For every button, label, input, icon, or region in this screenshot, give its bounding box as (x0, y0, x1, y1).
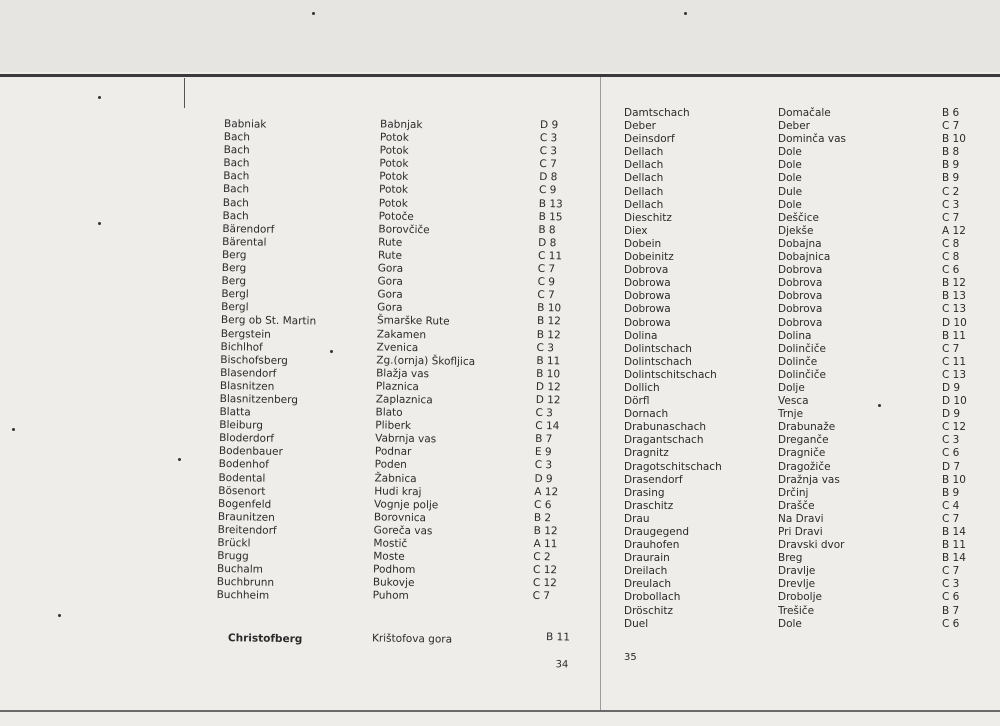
page-number: 35 (624, 652, 637, 663)
german-names-column (624, 107, 774, 631)
slovene-name: Gora (377, 262, 404, 275)
grid-code: D 10 (942, 316, 967, 329)
slovene-name: Dobajna (778, 237, 822, 250)
slovene-name: Breg (778, 552, 803, 565)
grid-code: A 12 (942, 224, 966, 237)
slovene-name: Na Dravi (778, 512, 824, 525)
german-name: Bergl (221, 288, 249, 301)
slovene-name: Blato (375, 406, 403, 419)
slovene-name: Gora (377, 288, 403, 302)
grid-code: B 9 (942, 172, 960, 185)
grid-code: C 6 (942, 617, 960, 630)
german-names-column (217, 118, 375, 605)
slovene-name: Dobajnica (778, 251, 831, 264)
german-name: Bischofsberg (220, 353, 288, 367)
german-name: Bodenhof (218, 458, 269, 472)
slovene-name: Potoče (378, 210, 414, 223)
german-name: Blatta (219, 406, 251, 419)
slovene-name: Dobrova (778, 316, 823, 329)
grid-code: B 8 (942, 146, 960, 159)
grid-code: B 10 (536, 367, 561, 381)
grid-code: D 7 (942, 460, 961, 473)
page-number: 34 (555, 659, 569, 671)
german-name: Dreilach (624, 565, 668, 578)
german-name: Bach (223, 131, 251, 144)
grid-code: C 6 (942, 264, 960, 277)
scan-speck (58, 614, 61, 617)
german-name: Bach (222, 209, 249, 223)
slovene-name: Vesca (778, 395, 809, 408)
extra-entry-german: Christofberg (227, 632, 303, 646)
german-name: Bach (222, 183, 250, 196)
grid-code: B 13 (538, 197, 563, 210)
slovene-name: Domačale (778, 107, 831, 119)
german-name: Berg (221, 275, 247, 288)
slovene-name: Dreganče (778, 434, 829, 447)
grid-code: B 12 (536, 328, 561, 341)
slovene-name: Drašče (778, 499, 815, 512)
grid-code: B 14 (942, 552, 966, 565)
slovene-name: Hudi kraj (374, 485, 422, 498)
slovene-name: Potok (379, 144, 409, 158)
page-fold (600, 77, 601, 710)
slovene-name: Gora (377, 275, 404, 288)
grid-code: C 6 (942, 591, 960, 604)
slovene-name: Plaznica (375, 380, 420, 393)
grid-code: C 12 (532, 577, 558, 590)
german-name: Dollich (624, 381, 660, 394)
slovene-name: Potok (378, 196, 408, 210)
grid-code: C 13 (942, 303, 967, 316)
slovene-name: Dragniče (778, 447, 826, 460)
german-name: Bodenbauer (218, 445, 283, 459)
grid-code: D 10 (942, 395, 967, 408)
slovene-name: Gora (377, 301, 403, 315)
extra-entry-code: B 11 (545, 631, 571, 644)
german-name: Bärendorf (222, 222, 275, 236)
slovene-name: Dolje (778, 381, 805, 394)
grid-code: D 12 (535, 380, 561, 394)
grid-code: B 11 (536, 354, 561, 367)
grid-code: D 9 (539, 118, 559, 132)
grid-code: C 7 (532, 590, 551, 603)
slovene-name: Zvenica (376, 341, 419, 354)
slovene-name: Drevlje (778, 578, 816, 591)
grid-code: B 9 (942, 486, 960, 499)
german-name: Drau (624, 512, 650, 525)
german-name: Bogenfeld (217, 497, 272, 511)
grid-code: B 11 (942, 329, 966, 342)
german-name: Bösenort (218, 484, 266, 498)
grid-code: B 11 (942, 539, 966, 552)
german-name: Berg (221, 248, 247, 262)
slovene-name: Goreča vas (373, 524, 433, 538)
slovene-name: Bukovje (372, 576, 415, 590)
grid-code: B 10 (942, 473, 966, 486)
slovene-name: Dole (778, 146, 802, 159)
german-name: Bodental (218, 471, 266, 485)
grid-code: C 7 (942, 342, 960, 355)
slovene-name: Dule (778, 185, 803, 198)
german-name: Dornach (624, 408, 669, 421)
german-name: Deinsdorf (624, 133, 675, 146)
grid-code: D 9 (942, 381, 961, 394)
slovene-name: Trešiče (778, 604, 815, 617)
german-name: Dolintschach (624, 342, 692, 355)
german-name: Blasnitzenberg (219, 392, 299, 407)
grid-code: C 12 (942, 421, 967, 434)
german-name: Bach (223, 170, 250, 183)
grid-code: B 14 (942, 526, 966, 538)
grid-code: C 3 (942, 198, 960, 211)
german-name: Dolintschitschach (624, 368, 717, 381)
grid-codes-column (533, 119, 581, 604)
scan-speck (12, 428, 15, 431)
grid-code: C 3 (539, 145, 558, 158)
slovene-name: Dražnja vas (778, 473, 840, 486)
german-name: Buchheim (216, 589, 270, 603)
slovene-name: Potok (379, 170, 409, 184)
grid-code: B 13 (942, 290, 966, 303)
grid-code: C 12 (532, 564, 558, 577)
german-name: Bach (223, 144, 250, 157)
slovene-name: Dobrova (778, 290, 823, 303)
slovene-name: Potok (379, 157, 409, 171)
grid-code: C 7 (537, 289, 555, 302)
german-name: Diex (624, 224, 648, 237)
slovene-name: Dolinčiče (778, 342, 826, 355)
slovene-name: Drabunaže (778, 421, 836, 434)
right-page (620, 0, 980, 720)
grid-code: B 7 (535, 433, 553, 446)
grid-code: B 9 (942, 159, 960, 172)
slovene-name: Djekše (778, 224, 814, 237)
slovene-name: Deber (778, 120, 810, 133)
german-name: Dobrowa (624, 303, 671, 316)
grid-code: D 8 (539, 171, 558, 184)
scan-speck (98, 222, 101, 225)
grid-code: C 7 (942, 120, 960, 133)
german-name: Dellach (624, 198, 664, 211)
german-name: Dragotschitschach (624, 460, 722, 473)
grid-code: A 12 (534, 485, 559, 498)
slovene-name: Moste (373, 550, 405, 563)
slovene-name: Poden (374, 458, 407, 472)
grid-codes-column (942, 107, 982, 631)
german-name: Bach (222, 196, 249, 209)
grid-code: D 8 (538, 236, 557, 250)
grid-code: C 7 (537, 262, 556, 276)
german-name: Draschitz (624, 499, 674, 512)
german-name: Buchbrunn (216, 576, 275, 590)
german-name: Dellach (624, 159, 664, 172)
german-name: Dörfl (624, 395, 650, 408)
german-name: Dobeinitz (624, 251, 674, 264)
grid-code: B 12 (942, 277, 966, 290)
slovene-name: Dobrova (778, 303, 823, 316)
slovene-name: Pri Dravi (778, 526, 823, 538)
german-name: Dobein (624, 237, 662, 250)
german-name: Drasendorf (624, 473, 683, 486)
slovene-name: Podnar (374, 445, 412, 459)
german-name: Drabunaschach (624, 421, 707, 434)
slovene-name: Dole (778, 617, 802, 630)
slovene-name: Drčinj (778, 486, 809, 499)
grid-code: C 8 (942, 237, 960, 250)
german-name: Bergstein (220, 327, 271, 341)
german-name: Dellach (624, 146, 664, 159)
german-name: Duel (624, 617, 649, 630)
grid-code: C 7 (942, 512, 960, 525)
german-name: Bichlhof (220, 340, 263, 354)
grid-code: C 9 (537, 276, 556, 289)
slovene-name: Dravlje (778, 565, 816, 578)
slovene-name: Drobolje (778, 591, 822, 604)
grid-code: C 3 (535, 406, 554, 420)
grid-code: B 12 (536, 315, 561, 328)
german-name: Drasing (624, 486, 665, 499)
grid-code: C 9 (538, 184, 557, 197)
german-name: Bloderdorf (219, 432, 275, 446)
grid-code: D 9 (942, 408, 961, 421)
slovene-name: Dole (778, 172, 802, 185)
grid-code: C 3 (942, 578, 960, 591)
slovene-name: Dobrova (778, 264, 823, 277)
grid-code: C 6 (942, 447, 960, 460)
slovene-name: Zg.(ornja) Škofljica (376, 354, 476, 368)
grid-code: C 4 (942, 499, 960, 512)
grid-code: C 11 (537, 249, 563, 263)
slovene-names-column (373, 118, 541, 605)
german-name: Blasendorf (220, 366, 277, 380)
german-name: Dragnitz (624, 447, 669, 460)
scan-speck (178, 458, 181, 461)
german-name: Dolina (624, 329, 658, 342)
grid-code: C 3 (534, 459, 553, 472)
slovene-name: Dole (778, 198, 802, 211)
german-name: Dobrowa (624, 316, 671, 329)
german-name: Berg ob St. Martin (220, 314, 317, 328)
grid-code: C 11 (942, 355, 967, 368)
german-name: Brückl (217, 536, 251, 550)
grid-code: C 7 (942, 565, 960, 578)
scan-speck (98, 96, 101, 99)
german-name: Buchalm (216, 563, 264, 576)
grid-code: B 7 (942, 604, 960, 617)
grid-code: C 3 (536, 341, 555, 354)
grid-code: E 9 (534, 446, 552, 459)
left-page (215, 0, 586, 726)
german-name: Dellach (624, 185, 664, 198)
slovene-name: Mostič (373, 537, 408, 550)
slovene-name: Borovnica (373, 511, 427, 525)
grid-code: D 9 (534, 472, 553, 485)
slovene-name: Dragožiče (778, 460, 831, 473)
german-name: Blasnitzen (219, 379, 275, 393)
slovene-name: Deščice (778, 211, 819, 224)
slovene-name: Dobrova (778, 277, 823, 290)
german-name: Braunitzen (217, 510, 275, 524)
slovene-name: Žabnica (374, 471, 417, 485)
slovene-name: Potok (378, 183, 409, 197)
grid-code: C 8 (942, 251, 960, 264)
slovene-name: Šmarške Rute (376, 314, 450, 328)
german-name: Dobrova (624, 264, 669, 277)
extra-entry-slovene: Krištofova gora (371, 632, 453, 646)
german-name: Brugg (217, 550, 249, 563)
german-name: Drauhofen (624, 539, 680, 552)
german-name: Dolintschach (624, 355, 692, 368)
german-name: Draurain (624, 552, 670, 565)
grid-code: A 11 (533, 537, 558, 551)
grid-code: C 7 (942, 211, 960, 224)
grid-code: C 13 (942, 368, 967, 381)
german-name: Babniak (223, 117, 267, 131)
german-name: Bärental (222, 235, 267, 249)
german-name: Dröschitz (624, 604, 674, 617)
slovene-name: Rute (377, 249, 403, 262)
grid-code: D 12 (535, 393, 561, 407)
german-name: Dellach (624, 172, 664, 185)
grid-code: C 3 (942, 434, 960, 447)
german-name: Damtschach (624, 107, 690, 119)
slovene-name: Dravski dvor (778, 539, 845, 552)
grid-code: B 12 (533, 524, 558, 538)
german-name: Breitendorf (217, 523, 277, 537)
german-name: Dobrowa (624, 290, 671, 303)
slovene-name: Vognje polje (374, 498, 439, 512)
grid-code: B 10 (942, 133, 966, 146)
german-name: Dieschitz (624, 211, 672, 224)
slovene-name: Vabrnja vas (375, 432, 437, 446)
slovene-name: Babnjak (379, 118, 423, 132)
german-name: Drobollach (624, 591, 681, 604)
margin-tick (184, 78, 185, 108)
german-name: Dreulach (624, 578, 672, 591)
slovene-name: Blažja vas (376, 367, 430, 381)
grid-code: B 2 (533, 511, 552, 524)
grid-code: C 6 (534, 498, 552, 511)
slovene-name: Puhom (372, 589, 409, 603)
german-name: Bergl (221, 301, 249, 314)
grid-code: B 6 (942, 107, 960, 119)
grid-code: C 2 (533, 550, 551, 564)
grid-code: C 3 (539, 132, 558, 145)
german-name: Bleiburg (219, 419, 264, 432)
slovene-name: Dolinčiče (778, 368, 826, 381)
german-name: Dobrowa (624, 277, 671, 290)
grid-code: B 8 (538, 223, 556, 236)
slovene-name: Dolinče (778, 355, 818, 368)
grid-code: C 2 (942, 185, 960, 198)
slovene-name: Zaplaznica (375, 393, 433, 407)
slovene-name: Potok (379, 131, 409, 144)
german-name: Berg (221, 261, 247, 275)
slovene-name: Zakamen (376, 327, 427, 341)
grid-code: C 14 (535, 420, 560, 433)
slovene-names-column (778, 107, 938, 631)
slovene-name: Rute (378, 236, 403, 249)
slovene-name: Podhom (372, 563, 416, 577)
slovene-name: Dolina (778, 329, 812, 342)
slovene-name: Borovčiče (378, 223, 430, 236)
slovene-name: Dole (778, 159, 802, 172)
slovene-name: Trnje (778, 408, 804, 421)
german-name: Dragantschach (624, 434, 704, 447)
grid-code: B 10 (537, 302, 562, 315)
german-name: Bach (223, 157, 250, 170)
german-name: Deber (624, 120, 656, 133)
german-name: Draugegend (624, 526, 690, 538)
slovene-name: Dominča vas (778, 133, 846, 146)
slovene-name: Pliberk (375, 419, 412, 433)
grid-code: C 7 (539, 158, 557, 171)
grid-code: B 15 (538, 210, 563, 223)
